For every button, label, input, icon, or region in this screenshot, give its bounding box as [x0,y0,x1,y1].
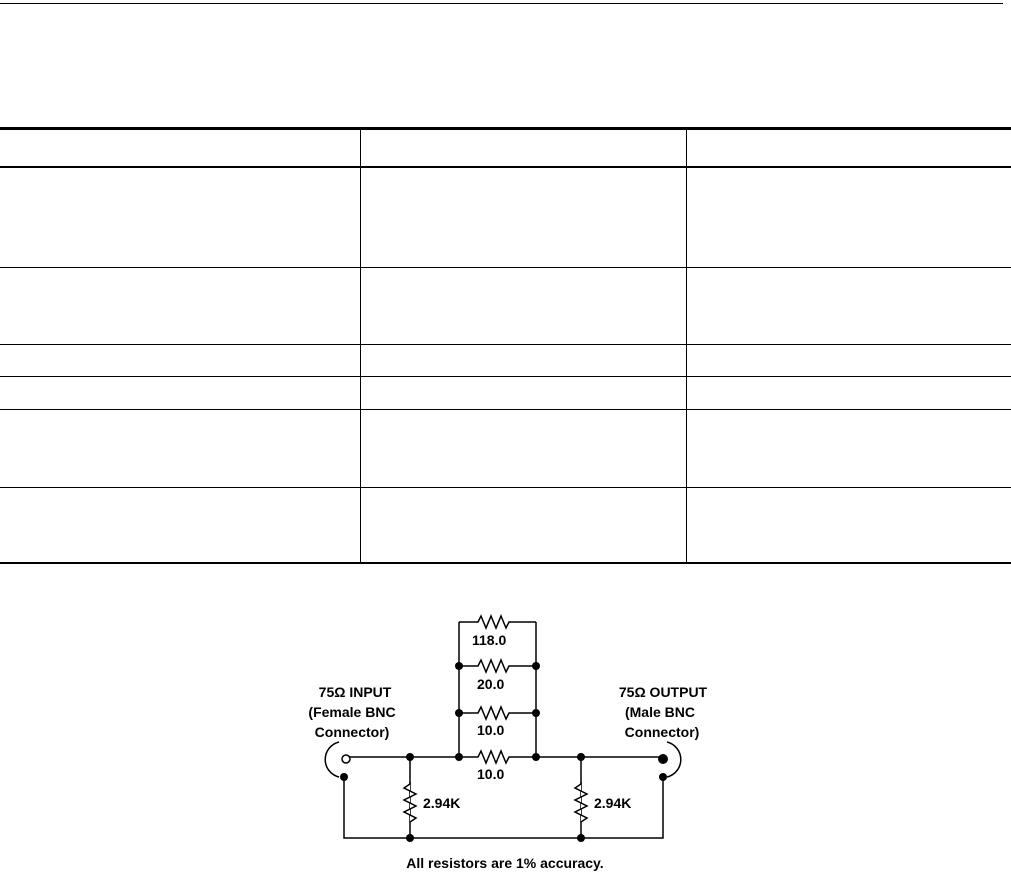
table-cell [0,167,360,267]
table-cell [686,267,1011,344]
junction-dot [659,773,667,781]
table-row [0,267,1011,344]
junction-dot [340,773,348,781]
junction-dot [577,834,585,842]
table-row [0,376,1011,409]
output-label-line: 75Ω OUTPUT [618,684,708,700]
table-header-cell [0,129,360,168]
table-cell [686,344,1011,376]
output-connector-pin [658,754,668,764]
resistor-20-label: 20.0 [477,676,505,692]
input-connector-shell [325,742,339,777]
junction-dot [455,709,463,717]
resistor-10a-label: 10.0 [477,722,505,738]
table-cell [360,267,686,344]
table-cell [0,376,360,409]
table-header-cell [686,129,1011,168]
output-label-line: (Male BNC [624,704,696,720]
table-header-cell [360,129,686,168]
junction-dot [406,834,414,842]
right-shunt-label: 2.94K [594,795,632,811]
output-label-line: Connector) [624,724,700,740]
resistor-118-label: 118.0 [472,632,507,648]
output-connector-label [619,684,708,740]
junction-dot [532,662,540,670]
table-header-row [0,129,1011,168]
table-cell [686,487,1011,563]
right-shunt-resistor-wire [575,782,587,822]
spec-table [0,127,1011,564]
resistor-20-wire [459,660,536,672]
attenuator-schematic [0,590,1011,879]
table-cell [360,344,686,376]
output-connector-shell [667,742,681,777]
accuracy-note: All resistors are 1% accuracy. [406,855,604,871]
table-row [0,344,1011,376]
junction-dot [455,662,463,670]
table-cell [0,267,360,344]
table-cell [360,167,686,267]
junction-dot [455,753,463,761]
spec-table-container [0,127,1011,564]
table-cell [360,376,686,409]
resistor-10a-wire [459,707,536,719]
table-cell [0,487,360,563]
input-connector-label [308,684,395,740]
junction-dot [577,753,585,761]
left-shunt-resistor-wire [404,782,416,822]
resistor-10b-label: 10.0 [477,766,505,782]
table-cell [686,376,1011,409]
input-connector-pin [342,755,350,763]
table-row [0,409,1011,487]
table-cell [360,409,686,487]
table-row [0,167,1011,267]
table-row [0,487,1011,563]
input-label-line: (Female BNC [308,704,396,720]
table-cell [686,409,1011,487]
junction-dot [406,753,414,761]
table-cell [360,487,686,563]
table-cell [0,409,360,487]
table-cell [686,167,1011,267]
input-label-line: Connector) [314,724,390,740]
junction-dot [532,753,540,761]
input-label-line: 75Ω INPUT [318,684,392,700]
resistor-118-wire [459,616,536,628]
junction-dot [532,709,540,717]
left-shunt-label: 2.94K [423,795,461,811]
table-cell [0,344,360,376]
main-signal-line [346,751,663,763]
page-top-rule [0,3,1003,4]
